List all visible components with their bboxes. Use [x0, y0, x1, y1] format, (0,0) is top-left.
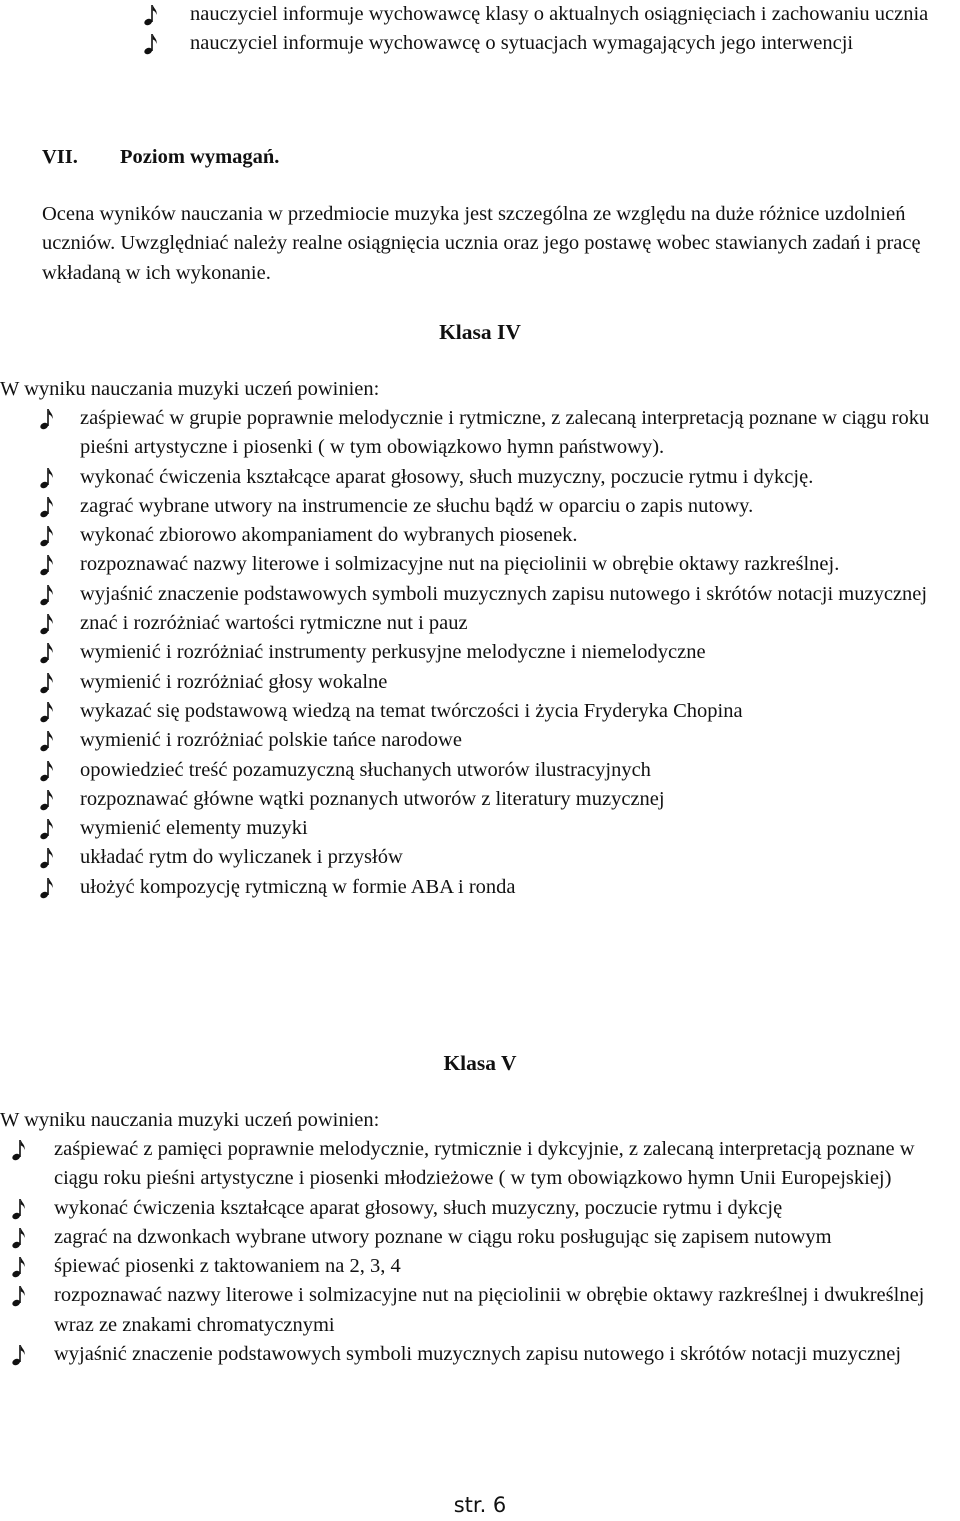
- list-item: [54, 1194, 960, 1223]
- list-item: [80, 785, 940, 814]
- list-item-text: zagrać na dzwonkach wybrane utwory poznane w ciągu roku posługując się zapisem nutowym: [54, 1225, 832, 1248]
- list-item: [80, 638, 940, 667]
- list-item: [80, 580, 940, 609]
- list-item: [54, 1252, 960, 1281]
- list-item-text: znać i rozróżniać wartości rytmiczne nut i pauz: [80, 612, 468, 635]
- list-item-text: wymienić i rozróżniać głosy wokalne: [80, 670, 388, 693]
- klasa-v-heading: Klasa V: [443, 1051, 517, 1075]
- eighth-note-icon: [12, 1226, 26, 1250]
- list-item: [80, 668, 940, 697]
- klasa-iv-lead: W wyniku nauczania muzyki uczeń powinien:: [0, 378, 380, 400]
- list-item: [80, 550, 940, 579]
- eighth-note-icon: [40, 524, 54, 548]
- list-item: [54, 1340, 960, 1369]
- list-item-text: wykonać ćwiczenia kształcące aparat głosowy, słuch muzyczny, poczucie rytmu i dykcję: [54, 1196, 783, 1219]
- eighth-note-icon: [12, 1284, 26, 1308]
- eighth-note-icon: [40, 759, 54, 783]
- list-item-text: wymienić i rozróżniać polskie tańce narodowe: [80, 729, 462, 752]
- eighth-note-icon: [40, 641, 54, 665]
- eighth-note-icon: [40, 671, 54, 695]
- list-item-text: wyjaśnić znaczenie podstawowych symboli muzycznych zapisu nutowego i skrótów notacji muzycznej: [54, 1343, 902, 1366]
- eighth-note-icon: [40, 495, 54, 519]
- list-item-text: nauczyciel informuje wychowawcę o sytuacjach wymagających jego interwencji: [190, 32, 854, 55]
- eighth-note-icon: [12, 1138, 26, 1162]
- eighth-note-icon: [144, 3, 158, 27]
- list-item: [80, 843, 940, 872]
- list-item: [54, 1135, 960, 1194]
- list-item-text: zagrać wybrane utwory na instrumencie ze słuchu bądź w oparciu o zapis nutowy.: [80, 494, 754, 517]
- list-item-text: ułożyć kompozycję rytmiczną w formie ABA i ronda: [80, 875, 516, 898]
- eighth-note-icon: [12, 1255, 26, 1279]
- list-item: [190, 29, 950, 58]
- eighth-note-icon: [40, 788, 54, 812]
- eighth-note-icon: [40, 407, 54, 431]
- list-item-text: wymienić elementy muzyki: [80, 817, 308, 840]
- eighth-note-icon: [12, 1197, 26, 1221]
- eighth-note-icon: [40, 466, 54, 490]
- list-item-text: rozpoznawać nazwy literowe i solmizacyjne nut na pięciolinii w obrębie oktawy razkreślnej.: [80, 553, 840, 576]
- intro-paragraph: Ocena wyników nauczania w przedmiocie muzyka jest szczególna ze względu na duże różnice uzdolnień uczniów. Uwzględniać należy realne osiągnięcia ucznia oraz jego postawę wobec stawianych zadań i pracę wkładaną w ich wykonanie.: [42, 203, 921, 284]
- eighth-note-icon: [40, 846, 54, 870]
- list-item-text: zaśpiewać w grupie poprawnie melodycznie i rytmiczne, z zalecaną interpretacją poznane w ciągu roku pieśni artystyczne i piosenki ( w tym obowiązkowo hymn państwowy).: [80, 407, 930, 459]
- klasa-iv-list: [80, 404, 940, 902]
- list-item: [80, 609, 940, 638]
- list-item-text: wymienić i rozróżniać instrumenty perkusyjne melodyczne i niemelodyczne: [80, 641, 706, 664]
- section-heading: [42, 143, 279, 172]
- list-item: [80, 697, 940, 726]
- list-item: [80, 492, 940, 521]
- list-item-text: zaśpiewać z pamięci poprawnie melodycznie, rytmicznie i dykcyjnie, z zalecaną interpretacją poznane w ciągu roku pieśni artystyczne i piosenki młodzieżowe ( w tym obowiązkowo hymn Unii Europejskiej): [54, 1138, 915, 1190]
- list-item-text: układać rytm do wyliczanek i przysłów: [80, 846, 403, 869]
- list-item-text: wykonać ćwiczenia kształcące aparat głosowy, słuch muzyczny, poczucie rytmu i dykcję.: [80, 465, 814, 488]
- list-item: [80, 404, 940, 463]
- eighth-note-icon: [40, 553, 54, 577]
- list-item: [80, 726, 940, 755]
- section-number: VII.: [42, 146, 78, 168]
- eighth-note-icon: [12, 1343, 26, 1367]
- eighth-note-icon: [144, 32, 158, 56]
- section-title: Poziom wymagań.: [120, 146, 280, 168]
- top-list: [190, 0, 950, 59]
- list-item-text: rozpoznawać główne wątki poznanych utworów z literatury muzycznej: [80, 787, 665, 810]
- list-item-text: opowiedzieć treść pozamuzyczną słuchanych utworów ilustracyjnych: [80, 758, 651, 781]
- klasa-v-list: [54, 1135, 960, 1369]
- list-item-text: śpiewać piosenki z taktowaniem na 2, 3, 4: [54, 1255, 401, 1278]
- eighth-note-icon: [40, 876, 54, 900]
- list-item: [80, 521, 940, 550]
- list-item-text: rozpoznawać nazwy literowe i solmizacyjne nut na pięciolinii w obrębie oktawy razkreślnej i dwukreślnej wraz ze znakami chromatycznymi: [54, 1284, 925, 1336]
- eighth-note-icon: [40, 700, 54, 724]
- page-number: str. 6: [453, 1493, 507, 1517]
- list-item-text: wyjaśnić znaczenie podstawowych symboli muzycznych zapisu nutowego i skrótów notacji muzycznej: [80, 582, 928, 605]
- list-item: [190, 0, 950, 29]
- list-item: [80, 873, 940, 902]
- klasa-v-lead: W wyniku nauczania muzyki uczeń powinien:: [0, 1109, 380, 1131]
- list-item: [54, 1281, 960, 1340]
- eighth-note-icon: [40, 612, 54, 636]
- list-item: [80, 756, 940, 785]
- list-item: [80, 814, 940, 843]
- list-item-text: wykazać się podstawową wiedzą na temat twórczości i życia Fryderyka Chopina: [80, 699, 743, 722]
- list-item-text: wykonać zbiorowo akompaniament do wybranych piosenek.: [80, 524, 578, 547]
- eighth-note-icon: [40, 729, 54, 753]
- eighth-note-icon: [40, 583, 54, 607]
- klasa-iv-heading: Klasa IV: [439, 320, 521, 344]
- list-item: [80, 463, 940, 492]
- list-item: [54, 1223, 960, 1252]
- eighth-note-icon: [40, 817, 54, 841]
- list-item-text: nauczyciel informuje wychowawcę klasy o aktualnych osiągnięciach i zachowaniu ucznia: [190, 3, 929, 25]
